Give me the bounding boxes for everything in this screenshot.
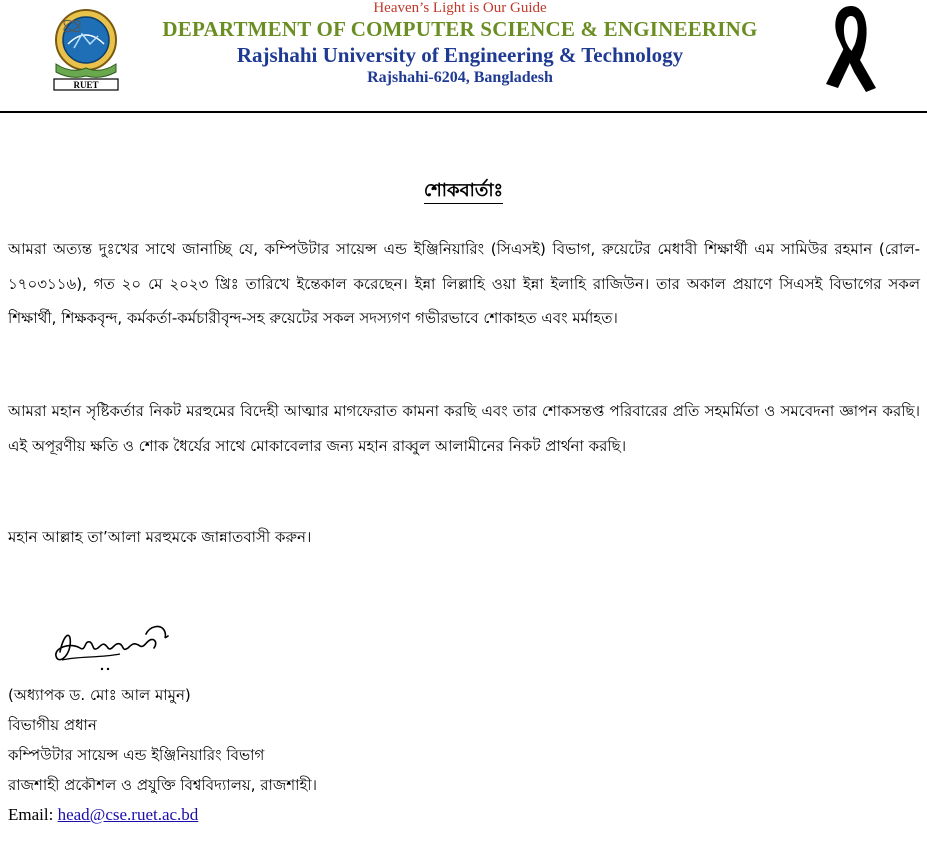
email-link[interactable]: head@cse.ruet.ac.bd (57, 805, 199, 824)
email-label: Email: (8, 805, 58, 824)
signatory-institution: রাজশাহী প্রকৌশল ও প্রযুক্তি বিশ্ববিদ্যালয়, রাজশাহী। (8, 776, 318, 794)
letter-title (0, 176, 927, 207)
paragraph-closing-prayer: মহান আল্লাহ তা’আলা মরহুমকে জান্নাতবাসী করুন। (8, 528, 312, 546)
paragraph-announcement: আমরা অত্যন্ত দুঃখের সাথে জানাচ্ছি যে, কম্পিউটার সায়েন্স এন্ড ইঞ্জিনিয়ারিং (সিএসই) বিভাগ, রুয়েটের মেধাবী শিক্ষার্থী এম সামিউর রহমান (রোল- ১৭০৩১১৬), গত ২০ মে ২০২৩ খ্রিঃ তারিখে ইন্তেকাল করেছেন। ইন্না লিল্লাহি ওয়া ইন্না ইলাহি রাজিউন। তার অকাল প্রয়াণে সিএসই বিভাগের সকল শিক্ষার্থী, শিক্ষকবৃন্দ, কর্মকর্তা-কর্মচারীবৃন্দ-সহ রুয়েটের সকল সদস্যগণ গভীরভাবে শোকাহত এবং মর্মাহত। (8, 240, 920, 327)
black-mourning-ribbon-icon (824, 2, 878, 94)
letterhead-text (120, 0, 800, 88)
signature-block (8, 680, 317, 830)
email-line (8, 800, 317, 830)
signatory-designation: বিভাগীয় প্রধান (8, 716, 97, 734)
signatory-department: কম্পিউটার সায়েন্স এন্ড ইঞ্জিনিয়ারিং বিভাগ (8, 746, 265, 764)
letterhead (0, 0, 927, 112)
logo-label: RUET (73, 80, 99, 90)
signatory-name: (অধ্যাপক ড. মোঃ আল মামুন) (8, 686, 191, 704)
handwritten-signature-icon (50, 612, 175, 674)
paragraph-prayer: আমরা মহান সৃষ্টিকর্তার নিকট মরহুমের বিদেহী আত্মার মাগফেরাত কামনা করছি এবং তার শোকসন্তপ্ত পরিবারের প্রতি সহমর্মিতা ও সমবেদনা জ্ঞাপন করছি। এই অপূরণীয় ক্ষতি ও শোক ধৈর্যের সাথে মোকাবেলার জন্য মহান রাব্বুল আলামীনের নিকট প্রার্থনা করছি। (8, 402, 920, 455)
header-divider (0, 111, 927, 113)
motto: Heaven’s Light is Our Guide (373, 0, 547, 16)
ruet-logo-icon (46, 4, 126, 92)
university-address: Rajshahi-6204, Bangladesh (367, 69, 553, 86)
title-text: শোকবার্তাঃ (424, 180, 503, 204)
department-name: DEPARTMENT OF COMPUTER SCIENCE & ENGINEERING (162, 17, 758, 41)
university-name: Rajshahi University of Engineering & Technology (236, 43, 684, 67)
